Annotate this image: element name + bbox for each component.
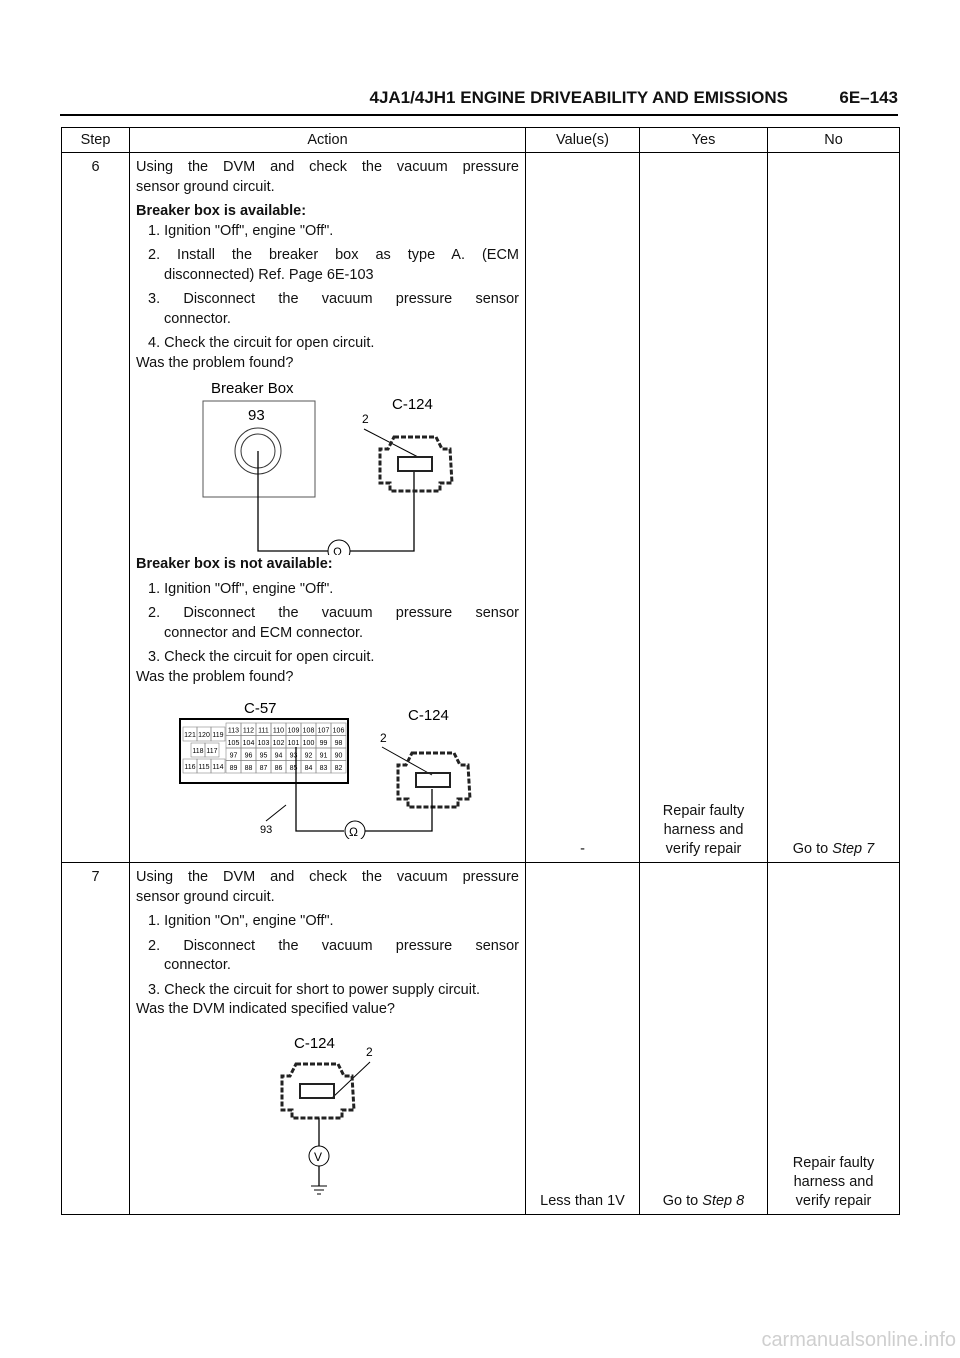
question: Was the problem found? — [136, 354, 294, 371]
breaker-box-label: Breaker Box — [211, 380, 294, 397]
ecm-pin-label: 121 — [184, 732, 196, 739]
header-title: 4JA1/4JH1 ENGINE DRIVEABILITY AND EMISSIONS — [369, 88, 788, 107]
section-heading: Breaker box is not available: — [136, 556, 333, 572]
ecm-pin-label: 87 — [259, 765, 268, 772]
ecm-pin-label: 83 — [319, 765, 328, 772]
list-item: 4. Check the circuit for open circuit. — [148, 335, 375, 351]
col-yes: Yes — [640, 128, 768, 153]
connector-c124-shape — [380, 437, 452, 491]
ecm-pin-label: 101 — [287, 740, 300, 747]
list-item: 2. Disconnect the vacuum pressure sensor — [148, 605, 519, 621]
list-item-cont: connector. — [164, 957, 231, 973]
table-row-step-7 — [62, 863, 900, 1215]
step-link: Step 8 — [702, 1193, 745, 1209]
ecm-pin-label: 95 — [259, 752, 268, 760]
ecm-pin-label: 92 — [304, 752, 313, 760]
page-header — [60, 88, 898, 116]
ecm-pin-label: 91 — [319, 752, 328, 760]
values-cell: Less than 1V — [526, 863, 640, 1215]
yes-cell: Repair faulty harness and verify repair — [640, 153, 768, 863]
ecm-pin-label: 94 — [274, 752, 283, 760]
list-item-cont: disconnected) Ref. Page 6E-103 — [164, 266, 374, 283]
ecm-pin-label: 119 — [212, 732, 224, 739]
pin-label: 2 — [380, 731, 387, 745]
pin-label: 2 — [362, 412, 369, 426]
ohm-meter: Ω — [333, 545, 342, 555]
col-no: No — [768, 128, 900, 153]
step-number: 7 — [62, 863, 130, 1215]
ecm-pin-label: 89 — [229, 765, 238, 772]
list-item: 1. Ignition "Off", engine "Off". — [148, 580, 334, 597]
ecm-pin-label: 120 — [198, 732, 210, 739]
page-number: 6E–143 — [839, 88, 898, 107]
ecm-pin-label: 96 — [244, 752, 253, 760]
list-item: 3. Disconnect the vacuum pressure sensor — [148, 291, 519, 307]
ecm-pin-label: 98 — [334, 740, 343, 747]
action-cell — [130, 863, 526, 1215]
question: Was the problem found? — [136, 668, 294, 685]
ecm-pin-label: 114 — [212, 764, 224, 771]
table-row-step-6 — [62, 153, 900, 863]
action-cell — [130, 153, 526, 863]
ecm-pin-label: 112 — [242, 727, 255, 735]
intro-line: sensor ground circuit. — [136, 178, 275, 195]
intro-line: Using the DVM and check the vacuum pressure — [136, 869, 519, 885]
ecm-pin-label: 113 — [227, 727, 240, 735]
question: Was the DVM indicated specified value? — [136, 1001, 395, 1017]
connector-label: C-124 — [294, 1034, 335, 1052]
list-item: 3. Check the circuit for short to power supply circuit. — [148, 981, 481, 998]
list-item: 1. Ignition "Off", engine "Off". — [148, 222, 334, 239]
ecm-pin-label: 107 — [317, 727, 330, 735]
yes-cell: Go to Step 8 — [640, 863, 768, 1215]
ecm-pin-label: 86 — [274, 765, 283, 772]
ecm-pin-label: 115 — [198, 764, 210, 771]
pin-label: 2 — [366, 1044, 373, 1059]
table-header-row — [62, 128, 900, 153]
volt-meter: V — [314, 1149, 323, 1164]
ecm-pin-label: 99 — [319, 740, 328, 747]
connector-c124-shape — [398, 753, 470, 807]
connector-c124-shape — [282, 1064, 354, 1118]
ecm-pin-label: 88 — [244, 765, 253, 772]
list-item: 3. Check the circuit for open circuit. — [148, 649, 375, 665]
ecm-pin-label: 97 — [229, 752, 238, 760]
ecm-pin-grid — [180, 719, 348, 783]
no-cell: Go to Step 7 — [768, 153, 900, 863]
no-cell: Repair faulty harness and verify repair — [768, 863, 900, 1215]
watermark: carmanualsonline.info — [761, 1329, 956, 1351]
ecm-pin-label: 116 — [184, 764, 196, 771]
values-cell: - — [526, 153, 640, 863]
ecm-pin-label: 102 — [272, 740, 285, 747]
ecm-connector-label: C-57 — [244, 700, 277, 717]
ecm-pin-label: 100 — [302, 740, 315, 747]
diagnostic-table — [61, 127, 900, 1215]
list-item-cont: connector and ECM connector. — [164, 624, 364, 641]
ecm-pin-label: 93 — [289, 752, 298, 760]
ecm-pin-label: 111 — [258, 727, 269, 735]
ecm-pin-label: 85 — [289, 765, 298, 772]
intro-line: Using the DVM and check the vacuum pressure — [136, 159, 519, 175]
intro-line: sensor ground circuit. — [136, 888, 275, 905]
ecm-pin-label: 90 — [334, 752, 343, 760]
col-step: Step — [62, 128, 130, 153]
list-item: 2. Disconnect the vacuum pressure sensor — [148, 937, 519, 954]
section-heading: Breaker box is available: — [136, 203, 307, 219]
ecm-pin-label: 110 — [272, 727, 285, 735]
step-number: 6 — [62, 153, 130, 863]
terminal-label: 93 — [260, 824, 273, 836]
voltage-check-diagram — [136, 1028, 520, 1208]
ecm-pin-label: 103 — [257, 740, 270, 747]
ecm-pin-label: 118 — [192, 748, 204, 755]
ecm-pin-label: 104 — [242, 740, 255, 747]
ecm-pin-label: 105 — [227, 740, 240, 747]
breaker-box-diagram — [136, 375, 520, 555]
list-item: 2. Install the breaker box as type A. (ECM — [148, 247, 519, 263]
connector-label: C-124 — [408, 707, 449, 724]
ecm-pin-label: 82 — [334, 765, 343, 772]
ecm-pin-label: 108 — [302, 727, 315, 735]
list-item: 1. Ignition "On", engine "Off". — [148, 913, 334, 929]
terminal-label: 93 — [248, 407, 265, 424]
connector-label: C-124 — [392, 396, 433, 413]
ecm-connector-diagram — [136, 689, 520, 839]
col-values: Value(s) — [526, 128, 640, 153]
ecm-pin-label: 106 — [332, 727, 345, 735]
ecm-pin-label: 117 — [206, 748, 218, 755]
step-link: Step 7 — [832, 841, 875, 857]
col-action: Action — [130, 128, 526, 153]
ecm-pin-label: 84 — [304, 765, 313, 772]
ecm-pin-label: 109 — [287, 727, 300, 735]
list-item-cont: connector. — [164, 310, 231, 327]
ohm-meter: Ω — [349, 825, 358, 839]
